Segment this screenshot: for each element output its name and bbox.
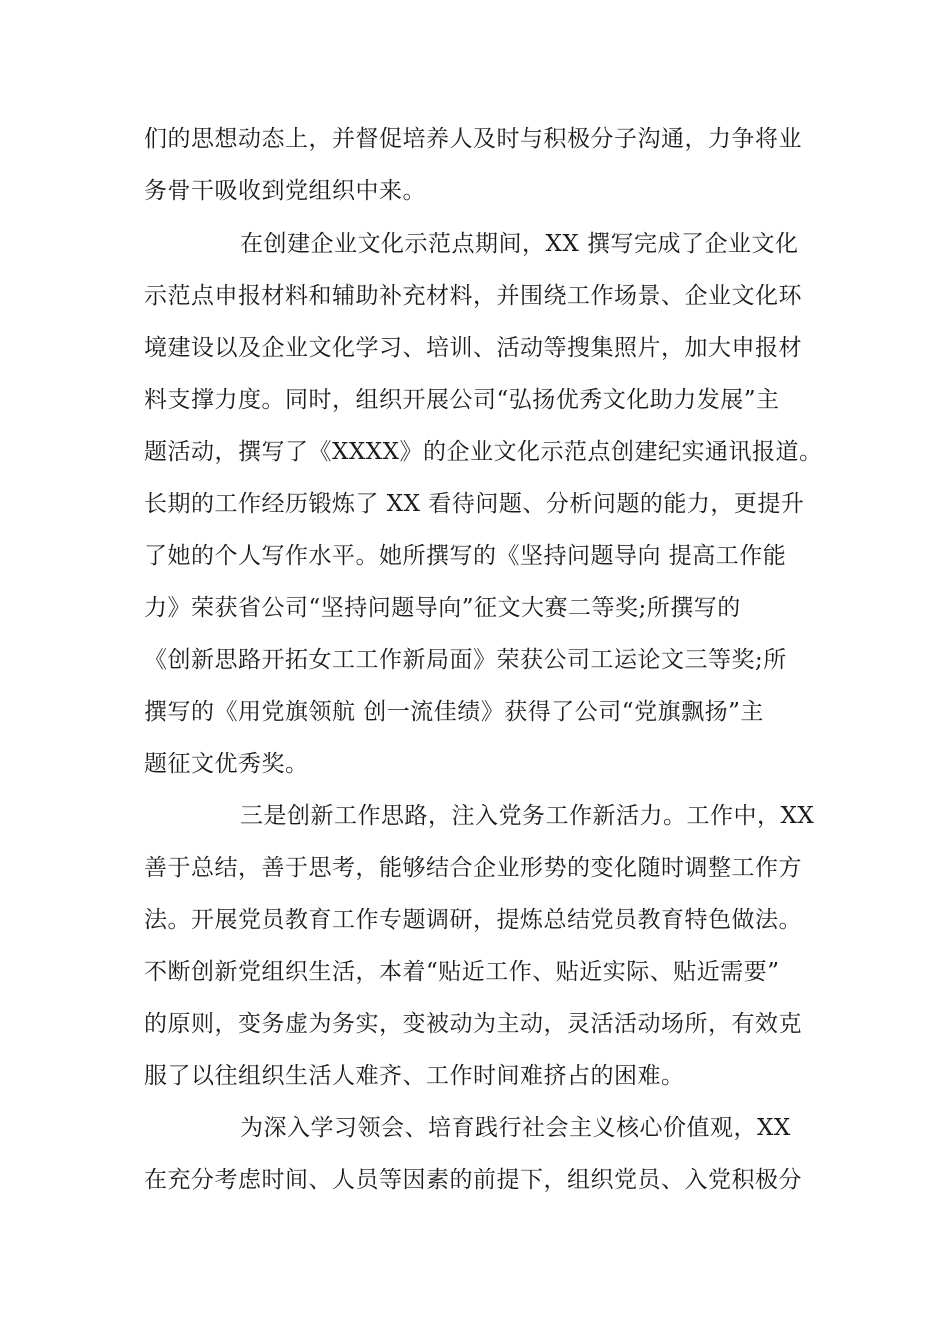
paragraph-first-line: 为深入学习领会、培育践行社会主义核心价值观，XX (240, 1115, 791, 1141)
text-line: 《创新思路开拓女工工作新局面》荣获公司工运论文三等奖;所 (144, 647, 787, 673)
text-line: 务骨干吸收到党组织中来。 (144, 178, 426, 204)
text-line: 了她的个人写作水平。她所撰写的《坚持问题导向 提高工作能 (144, 543, 787, 569)
text-line: 撰写的《用党旗领航 创一流佳绩》获得了公司“党旗飘扬”主 (144, 699, 764, 725)
text-line: 长期的工作经历锻炼了 XX 看待问题、分析问题的能力，更提升 (144, 491, 805, 517)
text-line: 的原则，变务虚为务实，变被动为主动，灵活活动场所，有效克 (144, 1011, 802, 1037)
text-line: 善于总结，善于思考，能够结合企业形势的变化随时调整工作方 (144, 855, 802, 881)
text-line: 服了以往组织生活人难齐、工作时间难挤占的困难。 (144, 1063, 685, 1089)
text-line: 题活动，撰写了《XXXX》的企业文化示范点创建纪实通讯报道。 (144, 439, 823, 465)
paragraph-first-line: 在创建企业文化示范点期间，XX 撰写完成了企业文化 (240, 231, 799, 257)
text-line: 们的思想动态上，并督促培养人及时与积极分子沟通，力争将业 (144, 126, 802, 152)
text-line: 法。开展党员教育工作专题调研，提炼总结党员教育特色做法。 (144, 907, 802, 933)
text-line: 力》荣获省公司“坚持问题导向”征文大赛二等奖;所撰写的 (144, 595, 741, 621)
text-line: 在充分考虑时间、人员等因素的前提下，组织党员、入党积极分 (144, 1167, 802, 1193)
text-line: 不断创新党组织生活，本着“贴近工作、贴近实际、贴近需要” (144, 959, 780, 985)
text-line: 境建设以及企业文化学习、培训、活动等搜集照片，加大申报材 (144, 335, 802, 361)
text-line: 料支撑力度。同时，组织开展公司“弘扬优秀文化助力发展”主 (144, 387, 780, 413)
text-line: 示范点申报材料和辅助补充材料，并围绕工作场景、企业文化环 (144, 283, 802, 309)
text-line: 题征文优秀奖。 (144, 751, 309, 777)
paragraph-first-line: 三是创新工作思路，注入党务工作新活力。工作中，XX (240, 803, 815, 829)
